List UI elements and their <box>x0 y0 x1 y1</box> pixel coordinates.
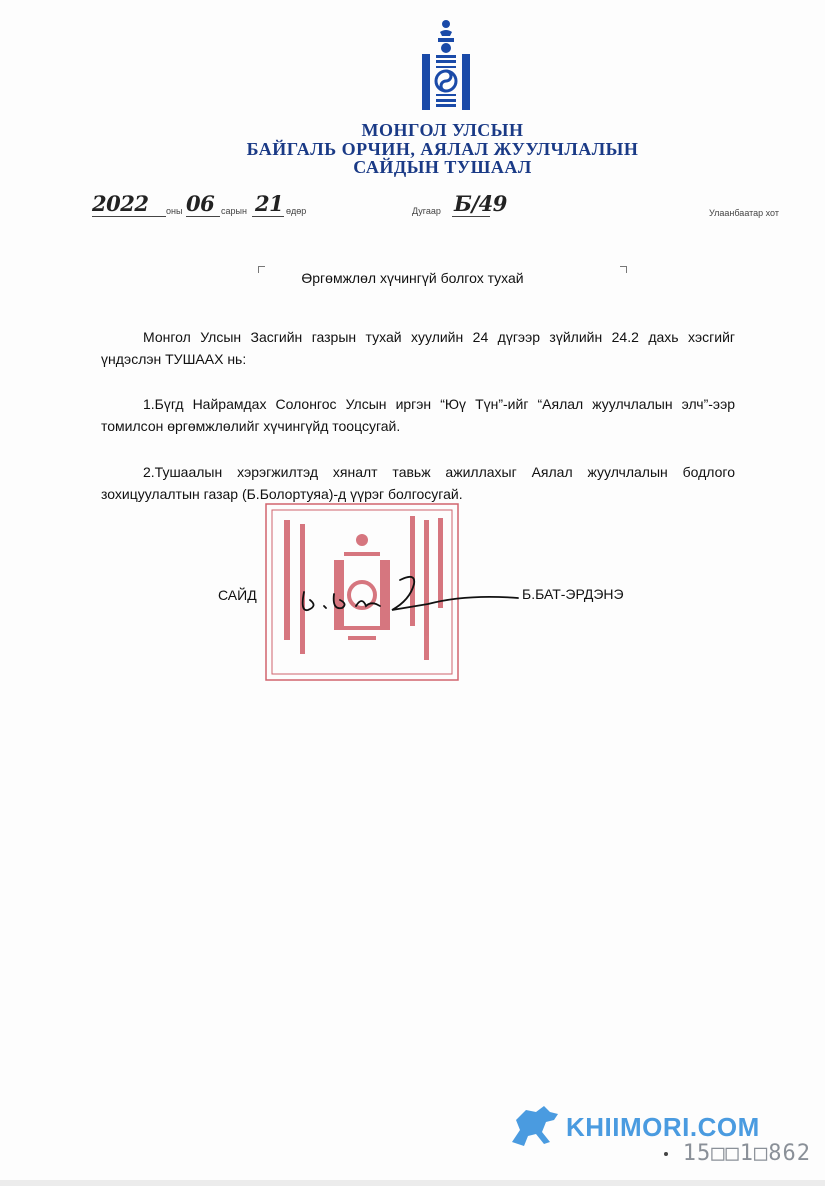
date-month: 06 <box>186 191 215 216</box>
date-year-suffix: оны <box>166 206 183 216</box>
page-bottom-edge <box>0 1180 825 1186</box>
header-line-country: МОНГОЛ УЛСЫН <box>361 120 524 140</box>
signatory-title: САЙД <box>218 587 257 603</box>
header-line-order: САЙДЫН ТУШААЛ <box>353 157 532 177</box>
body-item-1: 1.Бүгд Найрамдах Солонгос Улсын иргэн “Юү Түн”-ийг “Аялал жуулчлалын элч”-ээр томилсон өргөмжлөлийг хүчингүйд тооцсугай. <box>101 396 735 434</box>
handwritten-signature <box>296 566 536 646</box>
order-number-value: Б/49 <box>454 191 507 216</box>
order-number-label: Дугаар <box>412 206 441 216</box>
signatory-name: Б.БАТ-ЭРДЭНЭ <box>522 586 624 602</box>
horse-logo-icon <box>506 1102 568 1150</box>
date-day: 21 <box>255 191 284 216</box>
order-city: Улаанбаатар хот <box>709 208 779 218</box>
body-item-2: 2.Тушаалын хэрэгжилтэд хяналт тавьж ажиллахыг Аялал жуулчлалын бодлого зохицуулалтын газар (Б.Болортуяа)-д үүрэг болгосугай. <box>101 464 735 502</box>
document-serial: 15□□1□862 <box>682 1141 811 1166</box>
date-year: 2022 <box>92 191 149 216</box>
scan-dot <box>664 1152 668 1156</box>
document-title: Өргөмжлөл хүчингүй болгох тухай <box>301 270 524 286</box>
state-emblem-icon <box>418 18 474 112</box>
date-month-suffix: сарын <box>221 206 247 216</box>
order-date <box>92 192 332 222</box>
body-intro: Монгол Улсын Засгийн газрын тухай хуулийн 24 дүгээр зүйлийн 24.2 дахь хэсгийг үндэслэн ТУШААХ нь: <box>101 329 735 367</box>
header-line-ministry: БАЙГАЛЬ ОРЧИН, АЯЛАЛ ЖУУЛЧЛАЛЫН <box>246 139 639 159</box>
order-number <box>412 192 552 222</box>
brand-name: KHIIMORI.COM <box>566 1112 760 1142</box>
date-day-suffix: өдөр <box>286 206 307 216</box>
